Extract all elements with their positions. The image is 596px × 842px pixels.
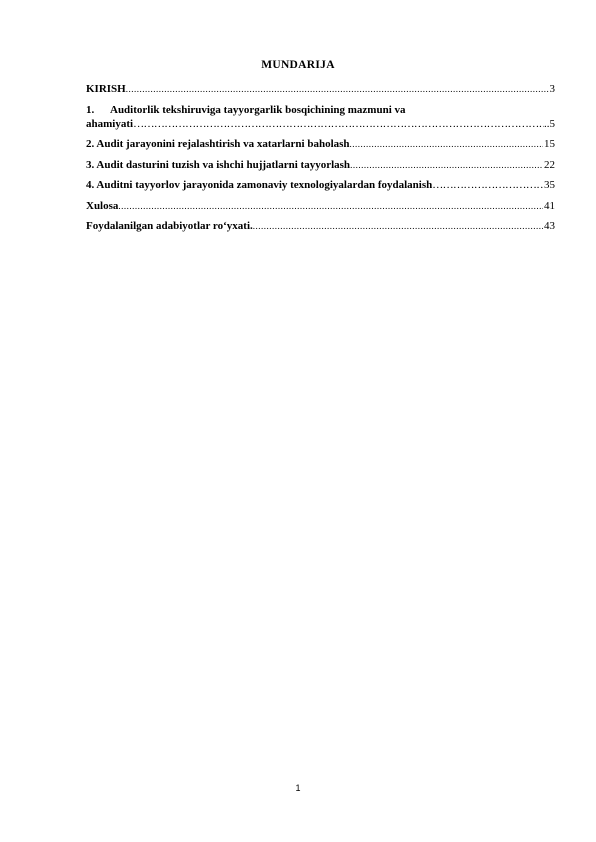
dot-leader [118, 199, 543, 213]
toc-entry-chapter-1[interactable] [86, 103, 555, 131]
toc-entry-label: Xulosa [86, 199, 119, 212]
toc-entry-page: 3 [549, 83, 555, 95]
toc-entry-label: KIRISH [86, 83, 126, 95]
toc-entry-chapter-2[interactable] [86, 137, 555, 151]
toc-entry-page: 22 [544, 158, 555, 171]
dot-leader [350, 137, 543, 151]
toc-entry-label-continued: ahamiyati [86, 117, 134, 130]
dot-leader [432, 178, 543, 192]
dot-leader [133, 117, 544, 131]
toc-entry-page: 41 [544, 199, 555, 212]
toc-entry-label: Foydalanilgan adabiyotlar ro‘yxati. [86, 220, 253, 232]
toc-entry-xulosa[interactable] [86, 199, 555, 213]
toc-entry-page: ..5 [544, 117, 555, 130]
toc-title: MUNDARIJA [261, 59, 335, 71]
dot-leader [350, 158, 543, 172]
toc-entry-page: 43 [544, 220, 555, 232]
toc-entry-label: 4. Auditni tayyorlov jarayonida zamonaviy texnologiyalardan foydalanish [86, 179, 433, 191]
toc-entry-kirish[interactable] [86, 82, 555, 96]
toc-entry-label: 3. Audit dasturini tuzish va ishchi hujjatlarni tayyorlash [86, 158, 351, 171]
toc-entry-label: 2. Audit jarayonini rejalashtirish va xatarlarni baholash [86, 138, 350, 150]
toc-entry-page: 35 [544, 179, 555, 191]
dot-leader [253, 219, 543, 233]
toc-entry-label: Auditorlik tekshiruviga tayyorgarlik bosqichining mazmuni va [110, 103, 406, 116]
toc-entry-bibliography[interactable] [86, 219, 555, 233]
toc-entry-first-line [86, 103, 555, 117]
dot-leader [126, 82, 549, 96]
toc-entry-second-line [86, 117, 555, 131]
toc-entry-chapter-3[interactable] [86, 158, 555, 172]
page-number: 1 [295, 783, 301, 793]
toc-entry-page: 15 [544, 138, 555, 150]
toc-entry-number: 1. [86, 103, 95, 116]
toc-entry-chapter-4[interactable] [86, 178, 555, 192]
table-of-contents [86, 82, 555, 240]
